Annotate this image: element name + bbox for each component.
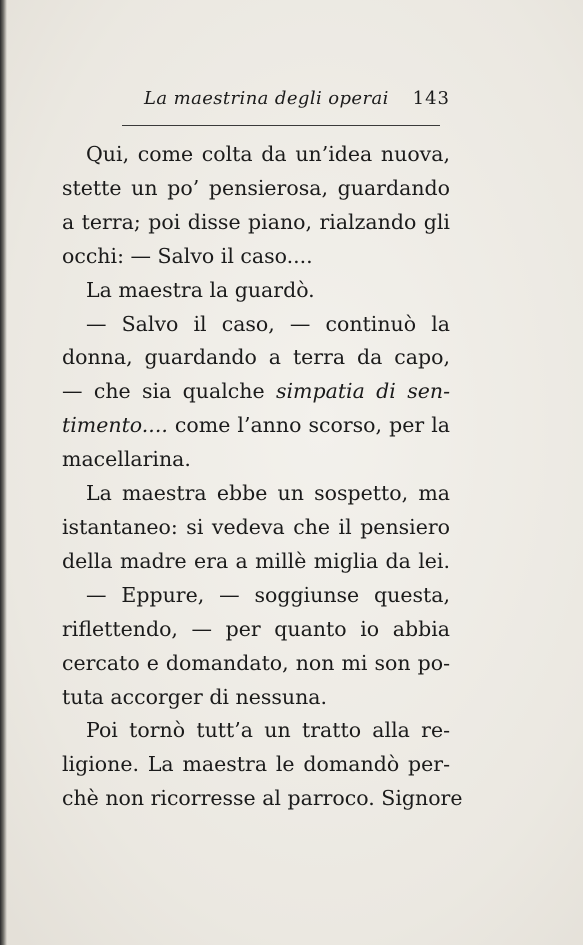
text-line — [62, 409, 450, 443]
page-binding-edge — [0, 0, 7, 945]
text-line: chè non ricorresse al parroco. Signore — [62, 786, 463, 811]
text-line: ligione. La maestra le domandò per- — [62, 752, 450, 777]
header-rule — [122, 125, 440, 126]
text-line: cercato e domandato, non mi son po- — [62, 650, 450, 675]
page-header — [120, 88, 460, 116]
text-line: — Salvo il caso, — continuò la — [86, 311, 450, 336]
text-line: tuta accorger di nessuna. — [62, 684, 328, 709]
text-line: La maestra ebbe un sospetto, ma — [86, 481, 450, 506]
text-line: riflettendo, — per quanto io abbia — [62, 616, 450, 641]
text-line: della madre era a millè miglia da lei. — [62, 548, 450, 573]
text-line: La maestra la guardò. — [86, 277, 315, 302]
text-line — [62, 375, 450, 409]
text-line: — Eppure, — soggiunse questa, — [86, 582, 450, 607]
text-segment: — che sia qualche — [62, 379, 276, 404]
text-line: istantaneo: si vedeva che il pensiero — [62, 514, 450, 539]
text-line: Poi tornò tutt’a un tratto alla re- — [86, 718, 450, 743]
italic-phrase: simpatia di sen- — [275, 379, 450, 404]
page-number: 143 — [412, 88, 450, 109]
text-line: Qui, come colta da un’idea nuova, — [86, 142, 450, 166]
text-line: donna, guardando a terra da capo, — [62, 345, 450, 370]
italic-phrase: timento.... — [62, 413, 168, 438]
body-text — [62, 138, 463, 816]
text-line: macellarina. — [62, 447, 191, 472]
text-segment: come l’anno scorso, per la — [167, 413, 450, 438]
running-title: La maestrina degli operai — [144, 88, 389, 109]
text-line: occhi: — Salvo il caso.... — [62, 243, 313, 268]
text-line: a terra; poi disse piano, rialzando gli — [62, 209, 450, 234]
text-line: stette un po’ pensierosa, guardando — [62, 175, 450, 200]
